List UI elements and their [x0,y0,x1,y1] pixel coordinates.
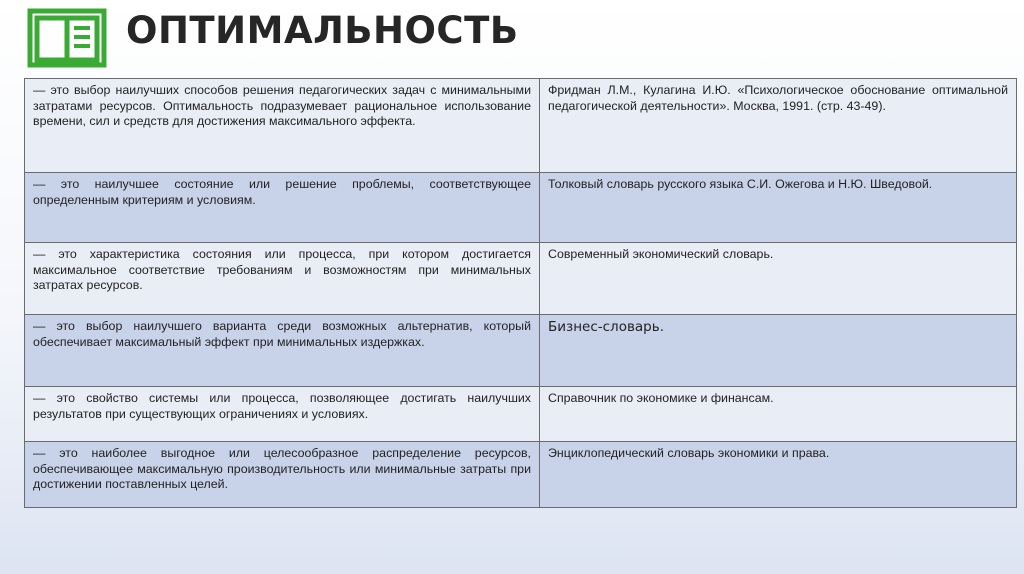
definitions-table [24,78,1016,506]
source-cell: Бизнес-словарь. [540,315,1017,387]
table-row [25,442,1017,508]
source-cell: Энциклопедический словарь экономики и права. [540,442,1017,508]
table-row [25,315,1017,387]
source-cell: Фридман Л.М., Кулагина И.Ю. «Психологическое обоснование оптимальной педагогической деятельности». Москва, 1991. (стр. 43-49). [540,79,1017,173]
title-bar [0,0,1024,78]
definition-cell: — это наилучшее состояние или решение проблемы, соответствующее определенным критериям и условиям. [25,173,540,243]
source-cell: Толковый словарь русского языка С.И. Ожегова и Н.Ю. Шведовой. [540,173,1017,243]
book-icon [27,8,107,68]
source-cell: Современный экономический словарь. [540,243,1017,315]
definition-cell: — это выбор наилучшего варианта среди возможных альтернатив, который обеспечивает максимальный эффект при минимальных издержках. [25,315,540,387]
table-row [25,243,1017,315]
definition-cell: — это выбор наилучших способов решения педагогических задач с минимальными затратами ресурсов. Оптимальность подразумевает рациональное использование времени, сил и средств для достижения максимального эффекта. [25,79,540,173]
definition-cell: — это характеристика состояния или процесса, при котором достигается максимальное соответствие требованиям и возможностям при минимальных затратах ресурсов. [25,243,540,315]
definition-cell: — это свойство системы или процесса, позволяющее достигать наилучших результатов при существующих ограничениях и условиях. [25,387,540,442]
page-title: ОПТИМАЛЬНОСТЬ [126,9,519,52]
source-cell: Справочник по экономике и финансам. [540,387,1017,442]
table-row [25,387,1017,442]
table-row [25,79,1017,173]
table-row [25,173,1017,243]
definition-cell: — это наиболее выгодное или целесообразное распределение ресурсов, обеспечивающее максимальную производительность или минимальные затраты при достижении поставленных целей. [25,442,540,508]
